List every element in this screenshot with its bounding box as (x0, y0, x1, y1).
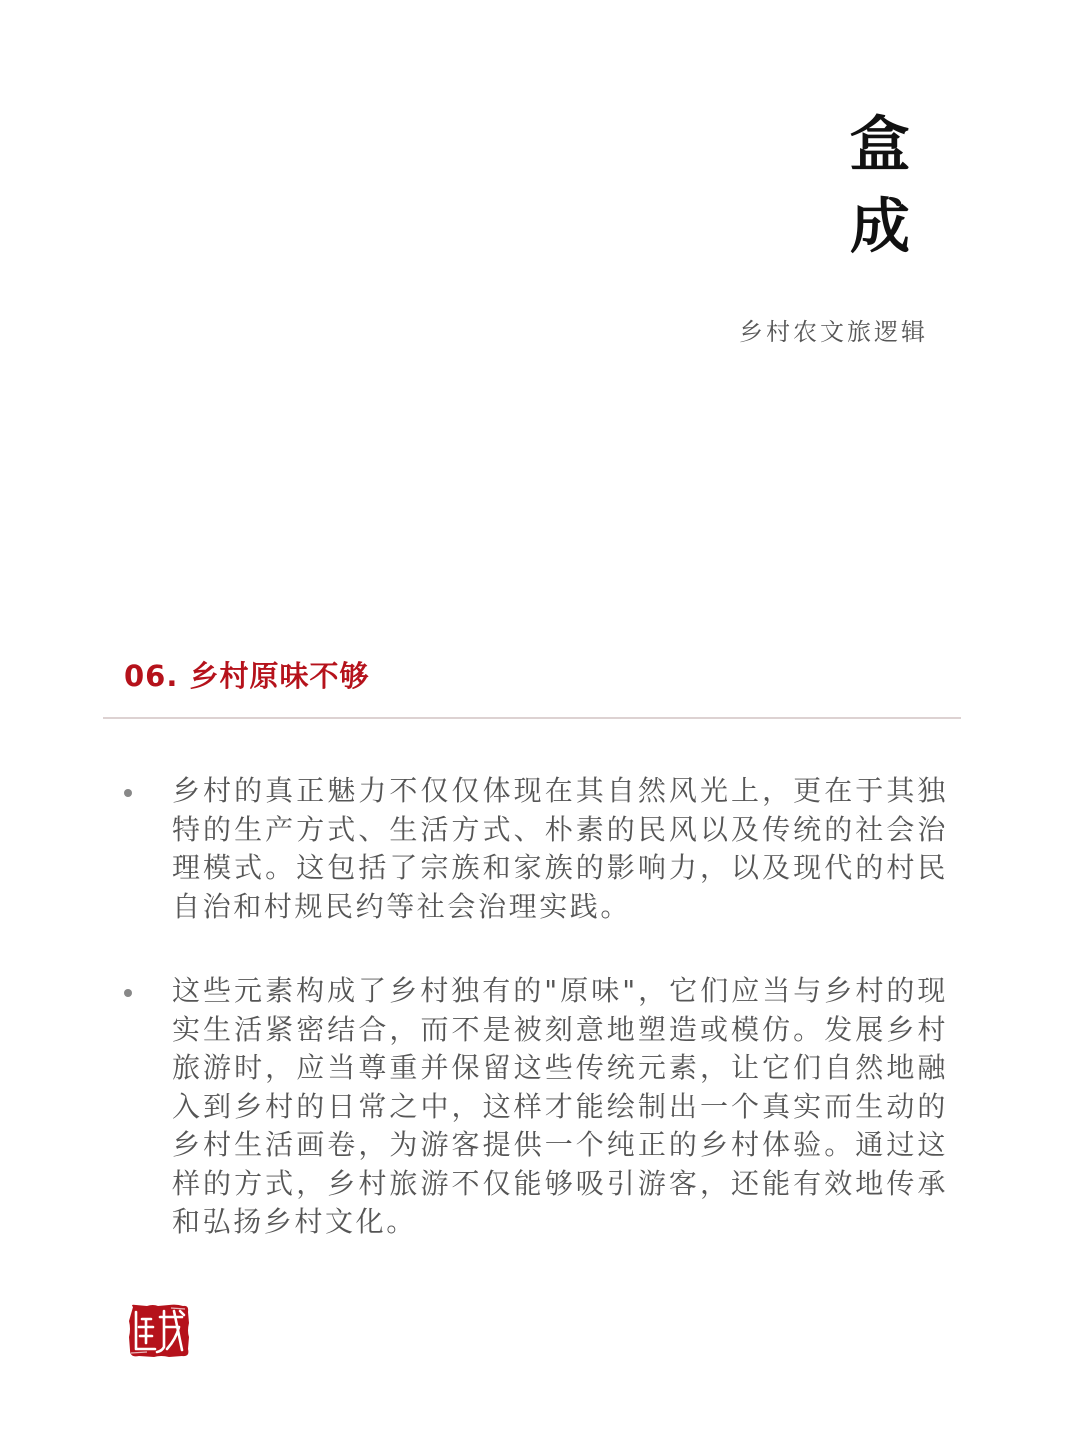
bullet-text: 这些元素构成了乡村独有的"原味"，它们应当与乡村的现实生活紧密结合，而不是被刻意地塑造或模仿。发展乡村旅游时，应当尊重并保留这些传统元素，让它们自然地融入到乡村的日常之中，这样才能绘制出一个真实而生动的乡村生活画卷，为游客提供一个纯正的乡村体验。通过这样的方式，乡村旅游不仅能够吸引游客，还能有效地传承和弘扬乡村文化。 (172, 974, 948, 1238)
list-item (118, 972, 948, 1242)
brand-subtitle: 乡村农文旅逻辑 (739, 318, 928, 346)
section-heading: 06. 乡村原味不够 (124, 659, 370, 693)
bullet-text: 乡村的真正魅力不仅仅体现在其自然风光上，更在于其独特的生产方式、生活方式、朴素的民风以及传统的社会治理模式。这包括了宗族和家族的影响力，以及现代的村民自治和村规民约等社会治理实践。 (172, 774, 948, 923)
seal-stamp-icon (127, 1303, 191, 1359)
list-item (118, 772, 948, 926)
section-divider (103, 717, 961, 719)
brand-title-char-1: 盒 (850, 110, 910, 180)
bullet-dot-icon (124, 789, 132, 797)
brand-title-char-2: 成 (850, 192, 910, 262)
bullet-list (118, 772, 948, 1288)
bullet-dot-icon (124, 989, 132, 997)
